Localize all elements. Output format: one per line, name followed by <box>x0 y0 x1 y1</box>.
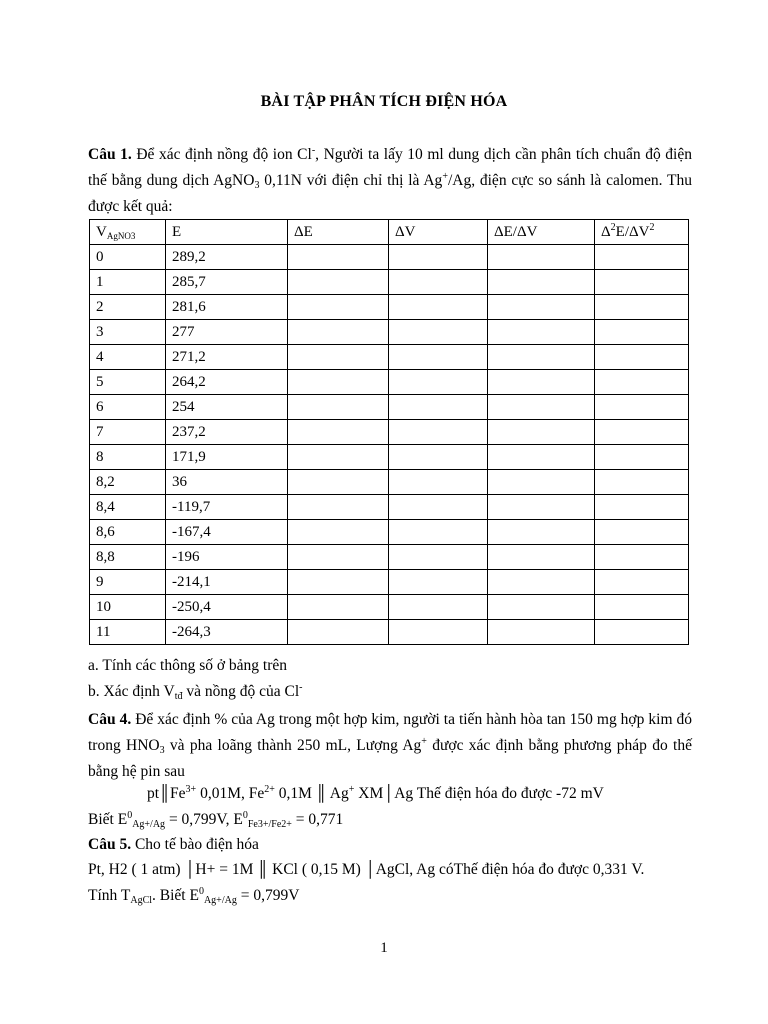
page-number: 1 <box>380 940 388 956</box>
cell-v: 2 <box>90 295 166 320</box>
cell-second-derivative <box>595 445 689 470</box>
table-row <box>90 345 689 370</box>
cell-delta-e-over-delta-v <box>488 370 595 395</box>
table-row <box>90 245 689 270</box>
cell-e: -167,4 <box>166 520 288 545</box>
cell-delta-e-over-delta-v <box>488 395 595 420</box>
header-delta-e: ΔE <box>288 220 389 245</box>
table-row <box>90 420 689 445</box>
cell-v: 10 <box>90 595 166 620</box>
cell-delta-e-over-delta-v <box>488 570 595 595</box>
cell-delta-v <box>389 320 488 345</box>
cell-second-derivative <box>595 570 689 595</box>
cell-delta-v <box>389 395 488 420</box>
question-5-heading: Câu 5. Cho tế bào điện hóa <box>88 836 259 853</box>
question-4-text: Câu 4. Để xác định % của Ag trong một hợp kim, người ta tiến hành hòa tan 150 mg hợp kim đó trong $HNO_3$ và pha loãng thành 250 mL, Lượng Ag+ được xác định bằng phương pháp đo thế bằng hệ pin sau <box>88 711 692 780</box>
table-row <box>90 495 689 520</box>
cell-delta-e <box>288 445 389 470</box>
cell-notation-4: $pt║Fe^{3+}$ 0,01M, $Fe^{2+}$ 0,1M ║ Ag+ XM│Ag Thế điện hóa đo được -72 mV <box>147 784 604 802</box>
cell-e: 281,6 <box>166 295 288 320</box>
cell-delta-e <box>288 295 389 320</box>
cell-delta-e-over-delta-v <box>488 545 595 570</box>
cell-second-derivative <box>595 320 689 345</box>
question-1-label: Câu 1. <box>88 146 132 163</box>
cell-delta-e <box>288 520 389 545</box>
cell-delta-e <box>288 345 389 370</box>
cell-second-derivative <box>595 495 689 520</box>
cell-e: -119,7 <box>166 495 288 520</box>
cell-delta-e <box>288 595 389 620</box>
cell-delta-e-over-delta-v <box>488 620 595 645</box>
cell-delta-v <box>389 270 488 295</box>
cell-second-derivative <box>595 395 689 420</box>
cell-delta-v <box>389 245 488 270</box>
cell-v: 8,2 <box>90 470 166 495</box>
cell-delta-e <box>288 270 389 295</box>
table-row <box>90 470 689 495</box>
cell-v: 8,6 <box>90 520 166 545</box>
cell-v: 3 <box>90 320 166 345</box>
table-row <box>90 570 689 595</box>
cell-delta-v <box>389 545 488 570</box>
cell-delta-e <box>288 395 389 420</box>
cell-e: 277 <box>166 320 288 345</box>
header-delta-e-over-delta-v: ΔE/ΔV <box>488 220 595 245</box>
question-1b: b. Xác định $V_{tđ}$ và nồng độ của Cl- <box>88 682 303 702</box>
cell-second-derivative <box>595 270 689 295</box>
cell-delta-e <box>288 545 389 570</box>
cell-v: 9 <box>90 570 166 595</box>
cell-notation-5: Pt, H2 ( 1 atm) │H+ = 1M ║ KCl ( 0,15 M) │AgCl, Ag cóThế điện hóa đo được 0,331 V. <box>88 861 645 878</box>
table-row <box>90 520 689 545</box>
cell-e: -214,1 <box>166 570 288 595</box>
cell-e: 285,7 <box>166 270 288 295</box>
titration-table <box>89 219 689 645</box>
cell-delta-e-over-delta-v <box>488 245 595 270</box>
cell-delta-v <box>389 595 488 620</box>
cell-v: 7 <box>90 420 166 445</box>
cell-delta-v <box>389 620 488 645</box>
table-row <box>90 445 689 470</box>
cell-second-derivative <box>595 245 689 270</box>
cell-delta-e-over-delta-v <box>488 445 595 470</box>
cell-second-derivative <box>595 595 689 620</box>
cell-v: 5 <box>90 370 166 395</box>
table-row <box>90 270 689 295</box>
cell-e: 264,2 <box>166 370 288 395</box>
cell-delta-e <box>288 570 389 595</box>
cell-delta-v <box>389 495 488 520</box>
question-5-label: Câu 5. <box>88 836 132 853</box>
table-row <box>90 370 689 395</box>
question-4-label: Câu 4. <box>88 711 132 728</box>
cell-e: -250,4 <box>166 595 288 620</box>
cell-delta-e <box>288 470 389 495</box>
cell-delta-e-over-delta-v <box>488 345 595 370</box>
cell-second-derivative <box>595 295 689 320</box>
cell-delta-e-over-delta-v <box>488 295 595 320</box>
header-e: E <box>166 220 288 245</box>
cell-delta-e-over-delta-v <box>488 320 595 345</box>
cell-v: 6 <box>90 395 166 420</box>
cell-e: 171,9 <box>166 445 288 470</box>
cell-delta-e <box>288 620 389 645</box>
cell-delta-v <box>389 570 488 595</box>
cell-v: 8 <box>90 445 166 470</box>
cell-e: 36 <box>166 470 288 495</box>
table-row <box>90 320 689 345</box>
cell-second-derivative <box>595 620 689 645</box>
cell-second-derivative <box>595 470 689 495</box>
cell-delta-v <box>389 370 488 395</box>
cell-e: -196 <box>166 545 288 570</box>
cell-v: 8,8 <box>90 545 166 570</box>
cell-v: 4 <box>90 345 166 370</box>
header-second-derivative: $\Delta^2E/\Delta V^2$ <box>595 220 689 245</box>
cell-delta-v <box>389 445 488 470</box>
document-title: BÀI TẬP PHÂN TÍCH ĐIỆN HÓA <box>260 93 508 110</box>
cell-second-derivative <box>595 420 689 445</box>
cell-delta-e-over-delta-v <box>488 420 595 445</box>
cell-delta-e-over-delta-v <box>488 470 595 495</box>
cell-delta-e-over-delta-v <box>488 595 595 620</box>
cell-e: 237,2 <box>166 420 288 445</box>
question-1a: a. Tính các thông số ở bảng trên <box>88 657 288 674</box>
cell-e: 271,2 <box>166 345 288 370</box>
cell-v: 8,4 <box>90 495 166 520</box>
cell-delta-e <box>288 245 389 270</box>
cell-delta-e <box>288 370 389 395</box>
table-row <box>90 545 689 570</box>
table-row <box>90 595 689 620</box>
known-values-4: Biết $E^0_{Ag+/Ag} = 0,799V$, $E^0_{Fe3+/Fe2+} = 0,771$ <box>88 810 344 830</box>
table-header-row <box>90 220 689 245</box>
cell-second-derivative <box>595 545 689 570</box>
cell-delta-v <box>389 520 488 545</box>
cell-e: -264,3 <box>166 620 288 645</box>
cell-delta-e <box>288 320 389 345</box>
table-row <box>90 295 689 320</box>
header-delta-v: ΔV <box>389 220 488 245</box>
table-row <box>90 620 689 645</box>
cell-delta-e <box>288 495 389 520</box>
cell-e: 254 <box>166 395 288 420</box>
header-v: $V_{AgNO3}$ <box>90 220 166 245</box>
cell-delta-e-over-delta-v <box>488 495 595 520</box>
cell-second-derivative <box>595 520 689 545</box>
cell-e: 289,2 <box>166 245 288 270</box>
cell-v: 11 <box>90 620 166 645</box>
cell-delta-e <box>288 420 389 445</box>
cell-v: 1 <box>90 270 166 295</box>
cell-delta-v <box>389 470 488 495</box>
cell-second-derivative <box>595 345 689 370</box>
question-5-ask: Tính $T_{AgCl}$. Biết $E^0_{Ag+/Ag} = 0,799V$ <box>88 886 300 906</box>
cell-delta-e-over-delta-v <box>488 270 595 295</box>
cell-delta-e-over-delta-v <box>488 520 595 545</box>
table-row <box>90 395 689 420</box>
question-1-text: Câu 1. Để xác định nồng độ ion Cl-, Người ta lấy 10 ml dung dịch cần phân tích chuẩn độ điện thế bằng dung dịch AgNO$_3$ 0,11N với điện chỉ thị là Ag+/Ag, điện cực so sánh là calomen. Thu được kết quả: <box>88 145 692 215</box>
cell-v: 0 <box>90 245 166 270</box>
cell-second-derivative <box>595 370 689 395</box>
cell-delta-v <box>389 345 488 370</box>
cell-delta-v <box>389 295 488 320</box>
cell-delta-v <box>389 420 488 445</box>
